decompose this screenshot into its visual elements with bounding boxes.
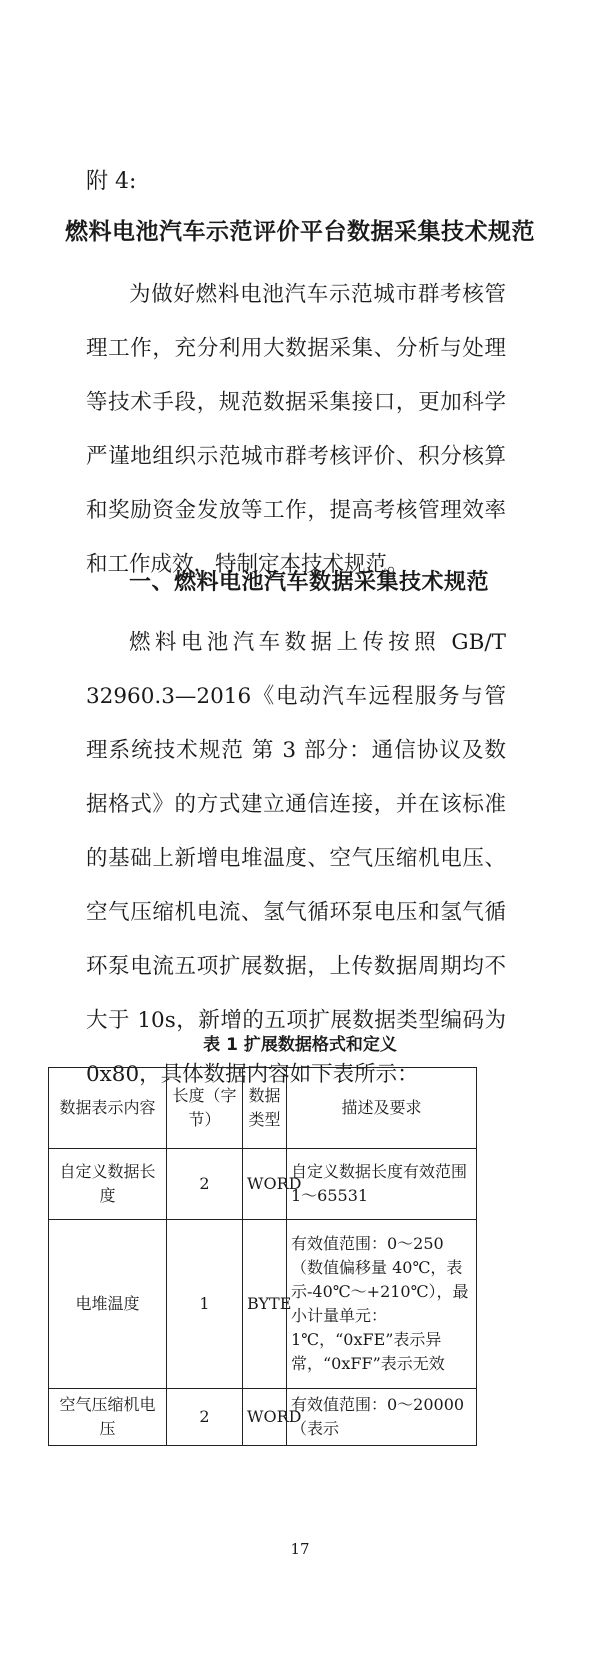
section-paragraph: 燃料电池汽车数据上传按照 GB/T 32960.3—2016《电动汽车远程服务与管理系统技术规范 第 3 部分：通信协议及数据格式》的方式建立通信连接，并在该标准的基础上新增电堆温度、空气压缩机电压、空气压缩机电流、氢气循环泵电压和氢气循环泵电流五项扩展数据，上传数据周期均不大于 10s，新增的五项扩展数据类型编码为 0x80，具体数据内容如下表所示： xyxy=(86,630,506,1087)
cell-description: 自定义数据长度有效范围 1～65531 xyxy=(287,1149,477,1220)
cell-length: 2 xyxy=(167,1389,243,1446)
section-heading: 一、燃料电池汽车数据采集技术规范 xyxy=(129,570,490,595)
cell-description: 有效值范围：0～20000（表示 xyxy=(287,1389,477,1446)
table-row xyxy=(49,1149,477,1220)
cell-type: BYTE xyxy=(243,1220,287,1389)
cell-type: WORD xyxy=(243,1149,287,1220)
table-row xyxy=(49,1389,477,1446)
header-type: 数据类型 xyxy=(243,1068,287,1149)
extension-data-table xyxy=(48,1067,477,1446)
intro-paragraph: 为做好燃料电池汽车示范城市群考核管理工作，充分利用大数据采集、分析与处理等技术手段，规范数据采集接口，更加科学严谨地组织示范城市群考核评价、积分核算和奖励资金发放等工作，提高考核管理效率和工作成效，特制定本技术规范。 xyxy=(86,282,506,577)
document-title: 燃料电池汽车示范评价平台数据采集技术规范 xyxy=(65,219,535,245)
attachment-label: 附 4: xyxy=(86,169,137,194)
table-header-row xyxy=(49,1068,477,1149)
cell-content: 自定义数据长度 xyxy=(49,1149,167,1220)
cell-length: 2 xyxy=(167,1149,243,1220)
cell-length: 1 xyxy=(167,1220,243,1389)
cell-type: WORD xyxy=(243,1389,287,1446)
table-caption: 表 1 扩展数据格式和定义 xyxy=(203,1035,397,1055)
cell-description: 有效值范围：0～250 （数值偏移量 40℃，表示-40℃～+210℃），最小计量单元：1℃，“0xFE”表示异常，“0xFF”表示无效 xyxy=(287,1220,477,1389)
header-description: 描述及要求 xyxy=(287,1068,477,1149)
page-number: 17 xyxy=(290,1540,310,1558)
cell-content: 空气压缩机电压 xyxy=(49,1389,167,1446)
header-content: 数据表示内容 xyxy=(49,1068,167,1149)
table-row xyxy=(49,1220,477,1389)
header-length: 长度（字节） xyxy=(167,1068,243,1149)
cell-content: 电堆温度 xyxy=(49,1220,167,1389)
